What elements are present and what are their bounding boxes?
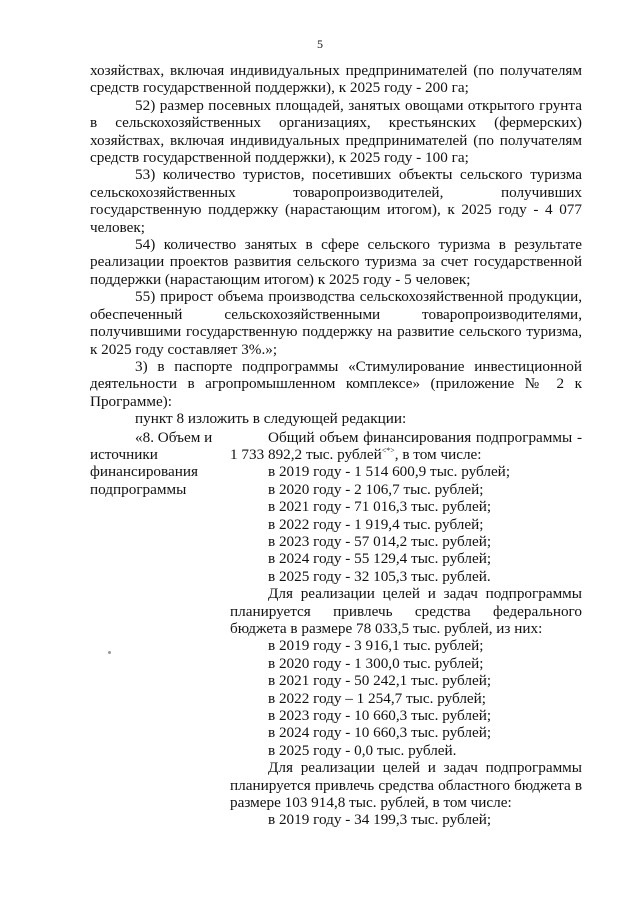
- year-amount-line: в 2021 году - 50 242,1 тыс. рублей;: [268, 672, 492, 690]
- year-amount-line: в 2023 году - 57 014,2 тыс. рублей;: [268, 532, 492, 550]
- footnote-mark: <*>: [381, 445, 395, 455]
- table-right-cell: [230, 429, 582, 829]
- paragraph: 55) прирост объема производства сельскохозяйственной продукции, обеспеченный сельскохозяйственными товаропроизводителями, получившими государственную поддержку на развитие сельского туризма, к 2025 году составляет 3%.»;: [90, 288, 582, 358]
- year-amount-line: в 2022 году - 1 919,4 тыс. рублей;: [268, 515, 484, 533]
- paragraph: хозяйствах, включая индивидуальных предпринимателей (по получателям средств государственной поддержки), к 2025 году - 200 га;: [90, 62, 582, 97]
- year-amount-line: в 2019 году - 34 199,3 тыс. рублей;: [268, 811, 492, 829]
- left-cell-line: источники: [90, 445, 158, 463]
- table-left-cell: [90, 429, 230, 829]
- page-number: 5: [317, 37, 323, 51]
- total-years-list: [230, 463, 582, 585]
- year-amount-line: в 2019 году - 3 916,1 тыс. рублей;: [268, 637, 484, 655]
- year-amount-line: в 2020 году - 2 106,7 тыс. рублей;: [268, 480, 484, 498]
- left-cell-line: подпрограммы: [90, 480, 187, 498]
- year-amount-line: в 2025 году - 0,0 тыс. рублей.: [268, 741, 457, 759]
- year-amount-line: в 2019 году - 1 514 600,9 тыс. рублей;: [268, 463, 511, 481]
- left-cell-line: финансирования: [90, 463, 198, 481]
- left-cell-line: «8. Объем и: [135, 428, 213, 446]
- total-funding-tail: , в том числе:: [394, 445, 482, 463]
- total-funding-main: Общий объем финансирования подпрограммы - 1 733 892,2 тыс. рублей: [230, 428, 582, 463]
- document-body: [90, 62, 582, 829]
- scan-speck: [108, 651, 111, 654]
- paragraph: пункт 8 изложить в следующей редакции:: [135, 410, 407, 428]
- federal-years-list: [230, 637, 582, 759]
- total-funding-text: [230, 429, 582, 464]
- passport-table-row: [90, 429, 582, 829]
- year-amount-line: в 2021 году - 71 016,3 тыс. рублей;: [268, 498, 492, 516]
- federal-funding-text: Для реализации целей и задач подпрограммы планируется привлечь средства федерального бюджета в размере 78 033,5 тыс. рублей, из них:: [230, 585, 582, 637]
- regional-funding-text: Для реализации целей и задач подпрограммы планируется привлечь средства областного бюджета в размере 103 914,8 тыс. рублей, в том числе:: [230, 759, 582, 812]
- year-amount-line: в 2023 году - 10 660,3 тыс. рублей;: [268, 707, 492, 725]
- year-amount-line: в 2024 году - 55 129,4 тыс. рублей;: [268, 550, 492, 568]
- year-amount-line: в 2024 году - 10 660,3 тыс. рублей;: [268, 724, 492, 742]
- paragraph: 3) в паспорте подпрограммы «Стимулирование инвестиционной деятельности в агропромышленном комплексе» (приложение № 2 к Программе):: [90, 357, 582, 410]
- paragraph: 53) количество туристов, посетивших объекты сельского туризма сельскохозяйственных товаропроизводителей, получивших государственную поддержку (нарастающим итогом), к 2025 году - 4 077 человек;: [90, 166, 582, 236]
- year-amount-line: в 2020 году - 1 300,0 тыс. рублей;: [268, 654, 484, 672]
- paragraph: 52) размер посевных площадей, занятых овощами открытого грунта в сельскохозяйственных организациях, крестьянских (фермерских) хозяйствах, включая индивидуальных предпринимателей (по получателям средств государственной поддержки), к 2025 году - 100 га;: [90, 96, 582, 167]
- year-amount-line: в 2022 году – 1 254,7 тыс. рублей;: [268, 689, 486, 707]
- year-amount-line: в 2025 году - 32 105,3 тыс. рублей.: [268, 567, 491, 585]
- paragraph: 54) количество занятых в сфере сельского туризма в результате реализации проектов развития сельского туризма за счет государственной поддержки (нарастающим итогом) к 2025 году - 5 человек;: [90, 236, 582, 288]
- paragraph-list: [90, 62, 582, 428]
- regional-years-list: [230, 811, 582, 828]
